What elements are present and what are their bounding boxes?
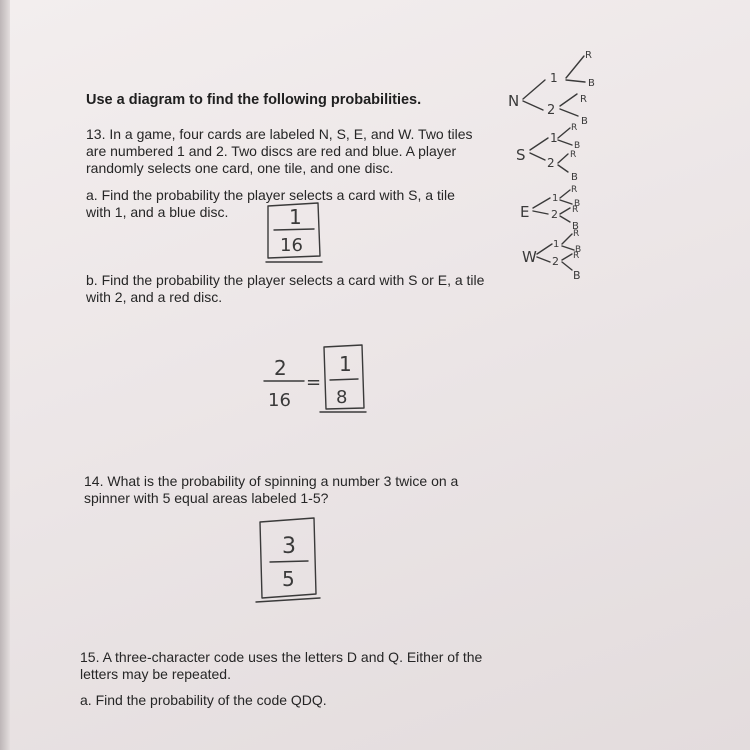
answer-13b xyxy=(264,345,366,412)
tree-n2-disc-b: B xyxy=(581,116,588,127)
tree-w-tile-1: 1 xyxy=(553,239,560,250)
tree-w-tile-2: 2 xyxy=(552,255,559,268)
tree-e2-disc-b: B xyxy=(572,221,579,232)
question-14-prompt: 14. What is the probability of spinning a number 3 twice on a spinner with 5 equal areas labeled 1-5? xyxy=(84,473,459,506)
tree-w1-disc-b: B xyxy=(575,245,582,255)
answer-13b-simplified-numerator: 1 xyxy=(339,352,352,376)
answer-14-denominator: 5 xyxy=(282,567,295,591)
tree-e-tile-1: 1 xyxy=(552,193,559,204)
tree-e-tile-2: 2 xyxy=(551,208,558,221)
tree-s-tile-1: 1 xyxy=(550,131,558,145)
tree-card-s: S xyxy=(516,146,526,164)
tree-s-tile-2: 2 xyxy=(547,156,555,170)
tree-n-tile-1: 1 xyxy=(550,71,558,85)
answer-13b-equals: = xyxy=(306,372,322,393)
tree-s2-disc-b: B xyxy=(571,172,578,183)
answer-13a xyxy=(266,203,322,262)
tree-s1-disc-r: R xyxy=(571,123,578,133)
tree-card-w: W xyxy=(522,248,537,266)
answer-13b-simplified-denominator: 8 xyxy=(336,387,348,408)
answer-13a-denominator: 16 xyxy=(280,235,303,256)
tree-s2-disc-r: R xyxy=(570,150,577,160)
tree-e2-disc-r: R xyxy=(572,205,579,215)
question-15a-prompt: a. Find the probability of the code QDQ. xyxy=(80,692,327,708)
question-15-prompt: 15. A three-character code uses the letters D and Q. Either of the letters may be repeated. xyxy=(80,649,483,682)
tree-w2-disc-r: R xyxy=(573,251,580,261)
answer-14 xyxy=(256,518,320,602)
answer-13b-denominator: 16 xyxy=(268,390,291,411)
tree-w1-disc-r: R xyxy=(573,229,580,239)
question-13b-prompt: b. Find the probability the player selects a card with S or E, a tile with 2, and a red disc. xyxy=(86,272,485,305)
tree-n-tile-2: 2 xyxy=(547,103,556,118)
question-13a-prompt: a. Find the probability the player selects a card with S, a tile with 1, and a blue disc. xyxy=(86,187,455,220)
tree-diagram xyxy=(508,50,595,282)
tree-n1-disc-r: R xyxy=(585,50,592,61)
answer-13a-numerator: 1 xyxy=(289,205,302,229)
worksheet-heading: Use a diagram to find the following probabilities. xyxy=(86,92,422,108)
answer-13b-numerator: 2 xyxy=(274,356,287,380)
answer-14-numerator: 3 xyxy=(282,534,296,559)
tree-card-n: N xyxy=(508,92,520,110)
tree-e1-disc-r: R xyxy=(571,185,578,195)
question-13-prompt: 13. In a game, four cards are labeled N, S, E, and W. Two tiles are numbered 1 and 2. Two discs are red and blue. A player randomly selects one card, one tile, and one disc. xyxy=(86,126,473,176)
tree-card-e: E xyxy=(520,203,530,221)
tree-n2-disc-r: R xyxy=(580,94,587,105)
tree-s1-disc-b: B xyxy=(574,141,581,151)
tree-w2-disc-b: B xyxy=(573,269,581,282)
tree-e1-disc-b: B xyxy=(574,199,581,209)
tree-n1-disc-b: B xyxy=(588,78,595,89)
